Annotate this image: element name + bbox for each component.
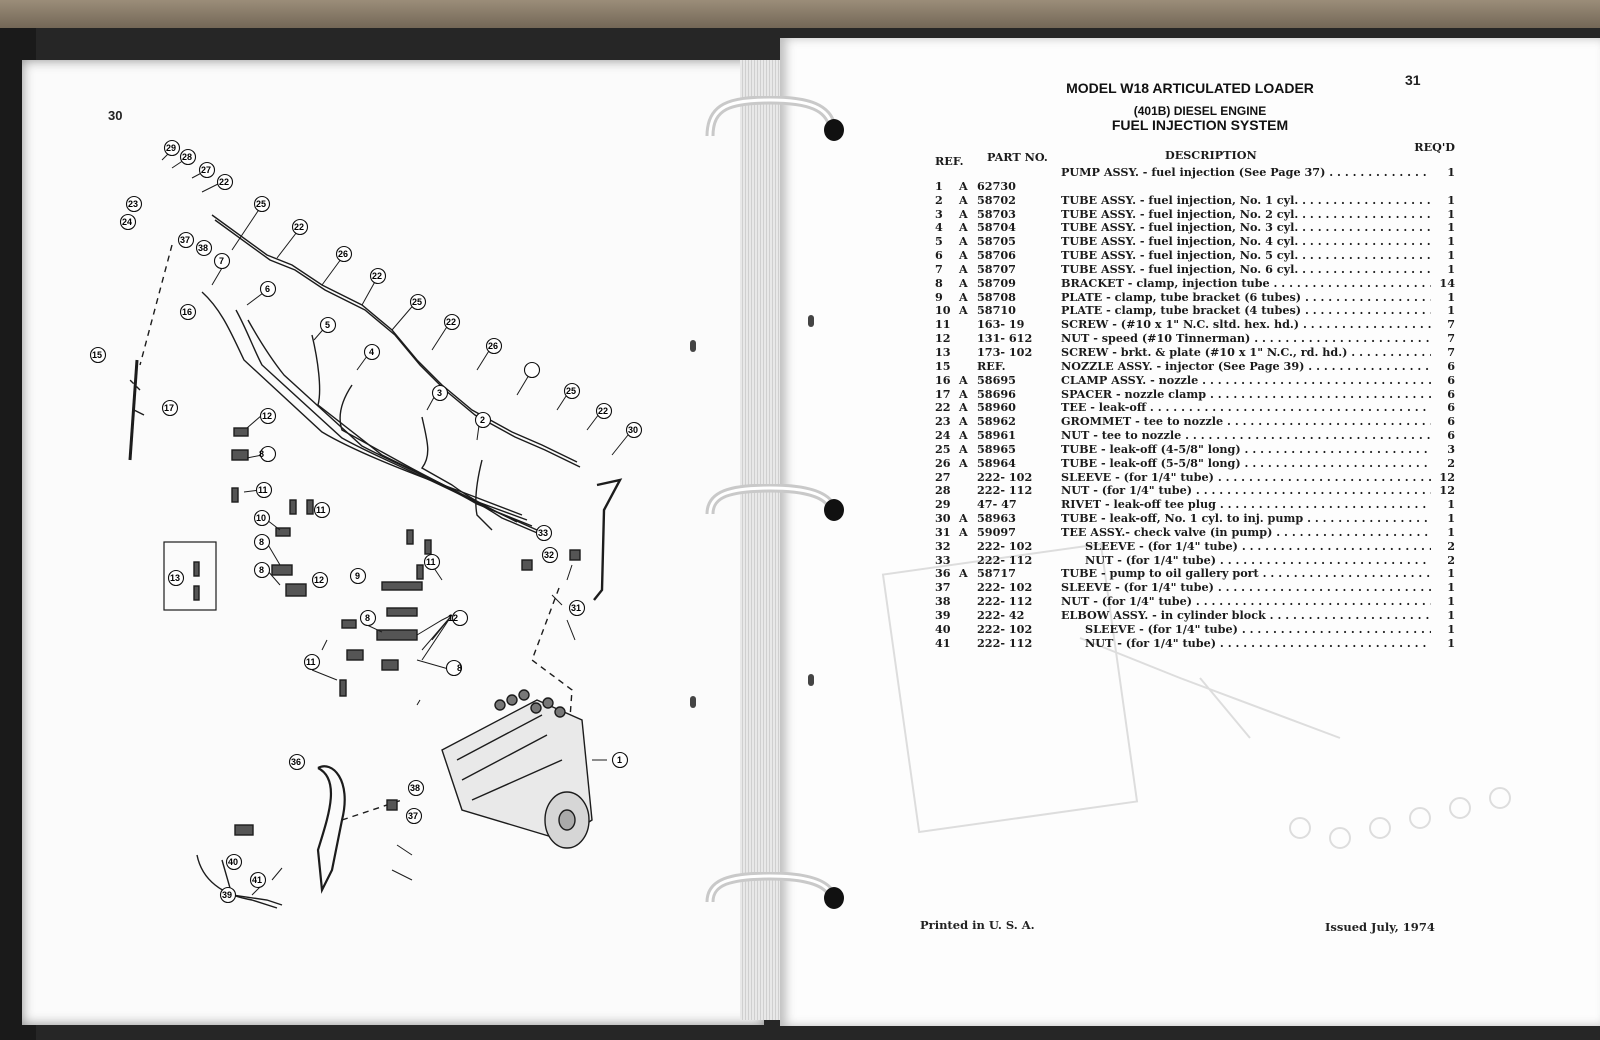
- part-qty: 1: [1433, 512, 1455, 526]
- part-prefix: A: [959, 372, 968, 387]
- col-description: DESCRIPTION: [1165, 148, 1257, 162]
- part-ref: 32: [935, 538, 951, 553]
- callout-label: 38: [198, 243, 209, 253]
- part-description: NUT - (for 1/4" tube) . . .: [1085, 637, 1431, 651]
- part-qty: 7: [1433, 318, 1455, 332]
- part-ref: 30: [935, 511, 951, 526]
- callout-label: 26: [488, 341, 499, 351]
- part-description: RIVET - leak-off tee plug . . .: [1061, 498, 1431, 512]
- section-subtitle: (401B) DIESEL ENGINE: [1133, 104, 1267, 118]
- part-number: 222- 102: [977, 580, 1033, 595]
- part-ref: 37: [935, 580, 951, 595]
- parts-row: [935, 457, 1455, 471]
- part-prefix: A: [959, 524, 968, 539]
- part-number: 163- 19: [977, 317, 1025, 332]
- footer-issued: Issued July, 1974: [1325, 920, 1435, 934]
- callout-label: 27: [201, 165, 212, 175]
- part-ref: 27: [935, 469, 951, 484]
- part-number: 222- 112: [977, 483, 1033, 498]
- part-description: TEE ASSY.- check valve (in pump) . . .: [1061, 526, 1431, 540]
- parts-row: [935, 415, 1455, 429]
- part-description: TUBE - leak-off, No. 1 cyl. to inj. pump . . .: [1061, 512, 1431, 526]
- part-number: 173- 102: [977, 344, 1033, 359]
- part-ref: 22: [935, 400, 951, 415]
- part-number: 58961: [977, 428, 1016, 443]
- part-ref: 40: [935, 621, 951, 636]
- part-number: REF.: [977, 358, 1006, 373]
- part-qty: 2: [1433, 554, 1455, 568]
- parts-row: [935, 443, 1455, 457]
- callout-label: 12: [314, 575, 325, 585]
- part-qty: 6: [1433, 374, 1455, 388]
- part-ref: 31: [935, 524, 951, 539]
- callout-label: 8: [365, 613, 371, 623]
- parts-row: [935, 235, 1455, 249]
- callout-label: 6: [265, 284, 271, 294]
- right-page-number: 31: [1405, 72, 1421, 88]
- callout-label: 16: [182, 307, 193, 317]
- part-ref: 4: [935, 220, 943, 235]
- parts-row: [935, 526, 1455, 540]
- part-ref: 7: [935, 261, 943, 276]
- callout-label: 22: [219, 177, 230, 187]
- part-ref: 9: [935, 289, 943, 304]
- part-qty: 6: [1433, 360, 1455, 374]
- part-ref: 15: [935, 358, 951, 373]
- part-description: GROMMET - tee to nozzle . . .: [1061, 415, 1431, 429]
- part-qty: 6: [1433, 388, 1455, 402]
- part-qty: 3: [1433, 443, 1455, 457]
- part-number: 58709: [977, 275, 1016, 290]
- part-prefix: A: [959, 289, 968, 304]
- part-ref: 16: [935, 372, 951, 387]
- part-number: 58710: [977, 303, 1016, 318]
- part-prefix: A: [959, 400, 968, 415]
- part-qty: 1: [1433, 304, 1455, 318]
- part-qty: 1: [1433, 567, 1455, 581]
- callout-label: 8: [259, 537, 265, 547]
- part-prefix: A: [959, 206, 968, 221]
- part-description: TUBE - leak-off (5-5/8" long) . . .: [1061, 457, 1431, 471]
- callout-label: 7: [219, 256, 225, 266]
- part-number: 222- 102: [977, 538, 1033, 553]
- callout-label: 25: [256, 199, 267, 209]
- part-qty: 6: [1433, 415, 1455, 429]
- callout-label: 32: [544, 550, 555, 560]
- callout-label: 12: [262, 411, 273, 421]
- part-ref: 24: [935, 428, 951, 443]
- parts-row: [935, 554, 1455, 568]
- part-ref: 23: [935, 414, 951, 429]
- part-number: 58702: [977, 192, 1016, 207]
- part-number: 58964: [977, 455, 1016, 470]
- callout-label: 11: [316, 505, 326, 515]
- part-prefix: A: [959, 386, 968, 401]
- callout-label: 38: [410, 783, 421, 793]
- part-prefix: A: [959, 511, 968, 526]
- part-qty: 6: [1433, 429, 1455, 443]
- part-ref: 8: [935, 275, 943, 290]
- part-number: 58962: [977, 414, 1016, 429]
- part-qty: 1: [1433, 221, 1455, 235]
- part-description: BRACKET - clamp, injection tube . . .: [1061, 277, 1431, 291]
- part-qty: 1: [1433, 637, 1455, 651]
- part-ref: 41: [935, 635, 951, 650]
- part-qty: 2: [1433, 457, 1455, 471]
- callout-label: 33: [538, 528, 549, 538]
- part-description: TUBE ASSY. - fuel injection, No. 4 cyl. . . .: [1061, 235, 1431, 249]
- part-number: 222- 42: [977, 608, 1025, 622]
- parts-row: [935, 609, 1455, 623]
- part-number: 58960: [977, 400, 1016, 415]
- part-ref: 33: [935, 552, 951, 567]
- parts-row: [935, 388, 1455, 402]
- part-ref: 13: [935, 344, 951, 359]
- part-description: TUBE ASSY. - fuel injection, No. 6 cyl. . . .: [1061, 263, 1431, 277]
- callout-label: 4: [369, 347, 375, 357]
- part-description: SCREW - (#10 x 1" N.C. sltd. hex. hd.) . . .: [1061, 318, 1431, 332]
- part-number: 62730: [977, 178, 1016, 193]
- callout-label: 31: [571, 603, 582, 613]
- parts-row: [935, 498, 1455, 512]
- callout-label: 28: [182, 152, 193, 162]
- part-number: 58704: [977, 220, 1016, 235]
- part-prefix: A: [959, 428, 968, 443]
- callout-label: 26: [338, 249, 349, 259]
- footer-printed: Printed in U. S. A.: [920, 918, 1035, 932]
- callout-label: 13: [170, 573, 181, 583]
- part-ref: 29: [935, 497, 951, 512]
- part-description: TUBE - leak-off (4-5/8" long) . . .: [1061, 443, 1431, 457]
- parts-row: [935, 471, 1455, 485]
- callout-label: 24: [122, 217, 133, 227]
- part-ref: 17: [935, 386, 951, 401]
- part-description: ELBOW ASSY. - in cylinder block . . .: [1061, 609, 1431, 623]
- parts-list-table: [935, 140, 1455, 651]
- parts-row: [935, 595, 1455, 609]
- part-description: SLEEVE - (for 1/4" tube) . . .: [1061, 581, 1431, 595]
- part-description: SPACER - nozzle clamp . . .: [1061, 388, 1431, 402]
- part-description: NUT - (for 1/4" tube) . . .: [1061, 484, 1431, 498]
- part-description: NUT - tee to nozzle . . .: [1061, 429, 1431, 443]
- parts-row: [935, 401, 1455, 415]
- col-reqd: REQ'D: [1414, 140, 1455, 154]
- part-qty: 1: [1433, 249, 1455, 263]
- part-ref: 38: [935, 594, 951, 609]
- callout-label: 2: [480, 415, 486, 425]
- part-qty: 7: [1433, 332, 1455, 346]
- callout-label: 8: [259, 449, 265, 459]
- callout-label: 37: [408, 811, 419, 821]
- part-number: 222- 112: [977, 552, 1033, 567]
- part-ref: 10: [935, 303, 951, 318]
- parts-row: [935, 249, 1455, 263]
- part-number: 222- 102: [977, 621, 1033, 636]
- section-title: FUEL INJECTION SYSTEM: [1111, 117, 1289, 133]
- part-prefix: A: [959, 234, 968, 249]
- binder-ring-top: [700, 96, 850, 142]
- part-description: PLATE - clamp, tube bracket (4 tubes) . . .: [1061, 304, 1431, 318]
- part-prefix: A: [959, 414, 968, 429]
- callout-label: 11: [306, 657, 316, 667]
- part-prefix: A: [959, 441, 968, 456]
- col-part-no: PART NO.: [987, 150, 1048, 164]
- part-qty: 1: [1433, 623, 1455, 637]
- parts-row: [935, 318, 1455, 332]
- callout-label: 10: [256, 513, 267, 523]
- part-description: TUBE ASSY. - fuel injection, No. 5 cyl. . . .: [1061, 249, 1431, 263]
- part-number: 58706: [977, 248, 1016, 263]
- col-ref: REF.: [935, 154, 964, 168]
- part-ref: 5: [935, 234, 943, 249]
- part-qty: 1: [1433, 526, 1455, 540]
- part-prefix: A: [959, 261, 968, 276]
- part-description: CLAMP ASSY. - nozzle . . .: [1061, 374, 1431, 388]
- part-ref: 36: [935, 566, 951, 581]
- part-number: 222- 112: [977, 594, 1033, 609]
- parts-rows: [935, 166, 1455, 651]
- part-number: 131- 612: [977, 331, 1033, 346]
- part-qty: 1: [1433, 208, 1455, 222]
- part-qty: 1: [1433, 595, 1455, 609]
- parts-row: [935, 291, 1455, 305]
- parts-list-header: [935, 140, 1455, 168]
- parts-row: [935, 208, 1455, 222]
- part-number: 47- 47: [977, 497, 1017, 512]
- part-qty: 1: [1433, 194, 1455, 208]
- parts-row: [935, 429, 1455, 443]
- callout-label: 36: [291, 757, 302, 767]
- part-description: NOZZLE ASSY. - injector (See Page 39) . . .: [1061, 360, 1431, 374]
- part-qty: 1: [1433, 498, 1455, 512]
- part-number: 58963: [977, 511, 1016, 526]
- part-description: SLEEVE - (for 1/4" tube) . . .: [1085, 623, 1431, 637]
- part-ref: 2: [935, 192, 943, 207]
- part-number: 58708: [977, 289, 1016, 304]
- part-number: 58696: [977, 386, 1016, 401]
- part-description: NUT - speed (#10 Tinnerman) . . .: [1061, 332, 1431, 346]
- part-qty: 1: [1433, 609, 1455, 623]
- part-prefix: A: [959, 303, 968, 318]
- part-description: SLEEVE - (for 1/4" tube) . . .: [1061, 471, 1431, 485]
- parts-row: [935, 484, 1455, 498]
- part-description: NUT - (for 1/4" tube) . . .: [1061, 595, 1431, 609]
- part-number: 58965: [977, 441, 1016, 456]
- parts-row: [935, 194, 1455, 208]
- callout-label: 22: [294, 222, 305, 232]
- callout-label: 22: [372, 271, 383, 281]
- callout-label: 8: [259, 565, 265, 575]
- part-description: TUBE - pump to oil gallery port . . .: [1061, 567, 1431, 581]
- part-number: 58717: [977, 566, 1016, 581]
- callout-label: 17: [164, 403, 175, 413]
- callout-label: 22: [446, 317, 457, 327]
- part-ref: 28: [935, 483, 951, 498]
- callout-label: 30: [628, 425, 639, 435]
- part-number: 58695: [977, 372, 1016, 387]
- part-description: SCREW - brkt. & plate (#10 x 1" N.C., rd. hd.) . . .: [1061, 346, 1431, 360]
- callout-label: 41: [252, 875, 263, 885]
- callout-label: 37: [180, 235, 191, 245]
- callout-label: 3: [437, 388, 443, 398]
- part-description: SLEEVE - (for 1/4" tube) . . .: [1085, 540, 1431, 554]
- part-description: NUT - (for 1/4" tube) . . .: [1085, 554, 1431, 568]
- part-ref: 26: [935, 455, 951, 470]
- callout-label: 15: [92, 350, 103, 360]
- parts-row: [935, 166, 1455, 180]
- callout-label: 22: [598, 406, 609, 416]
- callout-label: 25: [566, 386, 577, 396]
- left-page-number: 30: [108, 108, 123, 123]
- part-description: TEE - leak-off . . .: [1061, 401, 1431, 415]
- parts-row: [935, 374, 1455, 388]
- parts-row: [935, 221, 1455, 235]
- callout-label: 39: [222, 890, 233, 900]
- parts-row: [935, 277, 1455, 291]
- part-description: PUMP ASSY. - fuel injection (See Page 37) . . .: [1061, 166, 1431, 180]
- part-prefix: A: [959, 220, 968, 235]
- part-qty: 2: [1433, 540, 1455, 554]
- part-qty: 1: [1433, 166, 1455, 180]
- part-number: 222- 112: [977, 635, 1033, 650]
- part-prefix: A: [959, 275, 968, 290]
- part-qty: 14: [1433, 277, 1455, 291]
- part-description: TUBE ASSY. - fuel injection, No. 2 cyl. . . .: [1061, 208, 1431, 222]
- callout-label: 12: [448, 613, 459, 623]
- part-description: TUBE ASSY. - fuel injection, No. 3 cyl. . . .: [1061, 221, 1431, 235]
- parts-row: [935, 263, 1455, 277]
- part-prefix: A: [959, 178, 968, 193]
- part-ref: 12: [935, 331, 951, 346]
- part-number: 58707: [977, 261, 1016, 276]
- parts-row: [935, 332, 1455, 346]
- callout-label: 40: [228, 857, 239, 867]
- parts-row: [935, 360, 1455, 374]
- callout-label: 8: [457, 663, 463, 673]
- punch-hole: [808, 315, 814, 327]
- part-ref: 1: [935, 178, 943, 193]
- callout-label: 11: [258, 485, 268, 495]
- part-qty: 1: [1433, 291, 1455, 305]
- part-qty: 12: [1433, 471, 1455, 485]
- part-qty: 12: [1433, 484, 1455, 498]
- parts-row: [935, 581, 1455, 595]
- part-prefix: A: [959, 566, 968, 581]
- callout-label: 25: [412, 297, 423, 307]
- binder-ring-middle: [700, 484, 850, 530]
- binder-ring-bottom: [700, 872, 850, 918]
- part-description: PLATE - clamp, tube bracket (6 tubes) . . .: [1061, 291, 1431, 305]
- part-qty: 7: [1433, 346, 1455, 360]
- parts-row: [935, 540, 1455, 554]
- part-qty: 1: [1433, 263, 1455, 277]
- part-ref: 25: [935, 441, 951, 456]
- callout-label: 23: [128, 199, 139, 209]
- left-page: [22, 60, 764, 1025]
- parts-row: [935, 637, 1455, 651]
- part-ref: 11: [935, 317, 951, 332]
- part-number: 59097: [977, 524, 1016, 539]
- part-qty: 1: [1433, 235, 1455, 249]
- part-qty: 6: [1433, 401, 1455, 415]
- parts-row: [935, 346, 1455, 360]
- punch-hole: [808, 674, 814, 686]
- callout-label: 11: [426, 557, 436, 567]
- part-description: TUBE ASSY. - fuel injection, No. 1 cyl. . . .: [1061, 194, 1431, 208]
- part-number: 222- 102: [977, 469, 1033, 484]
- part-ref: 3: [935, 206, 943, 221]
- part-prefix: A: [959, 455, 968, 470]
- parts-row: [935, 623, 1455, 637]
- part-prefix: A: [959, 192, 968, 207]
- page-title: MODEL W18 ARTICULATED LOADER: [1066, 80, 1314, 96]
- part-prefix: A: [959, 248, 968, 263]
- parts-row: [935, 567, 1455, 581]
- callout-label: 29: [166, 143, 177, 153]
- callout-label: 9: [355, 571, 361, 581]
- part-number: 58705: [977, 234, 1016, 249]
- part-qty: 1: [1433, 581, 1455, 595]
- part-ref: 39: [935, 608, 951, 622]
- parts-row: [935, 180, 1455, 194]
- parts-row: [935, 512, 1455, 526]
- callout-label: 5: [325, 320, 331, 330]
- part-ref: 6: [935, 248, 943, 263]
- part-number: 58703: [977, 206, 1016, 221]
- callout-label: 1: [617, 755, 623, 765]
- parts-row: [935, 304, 1455, 318]
